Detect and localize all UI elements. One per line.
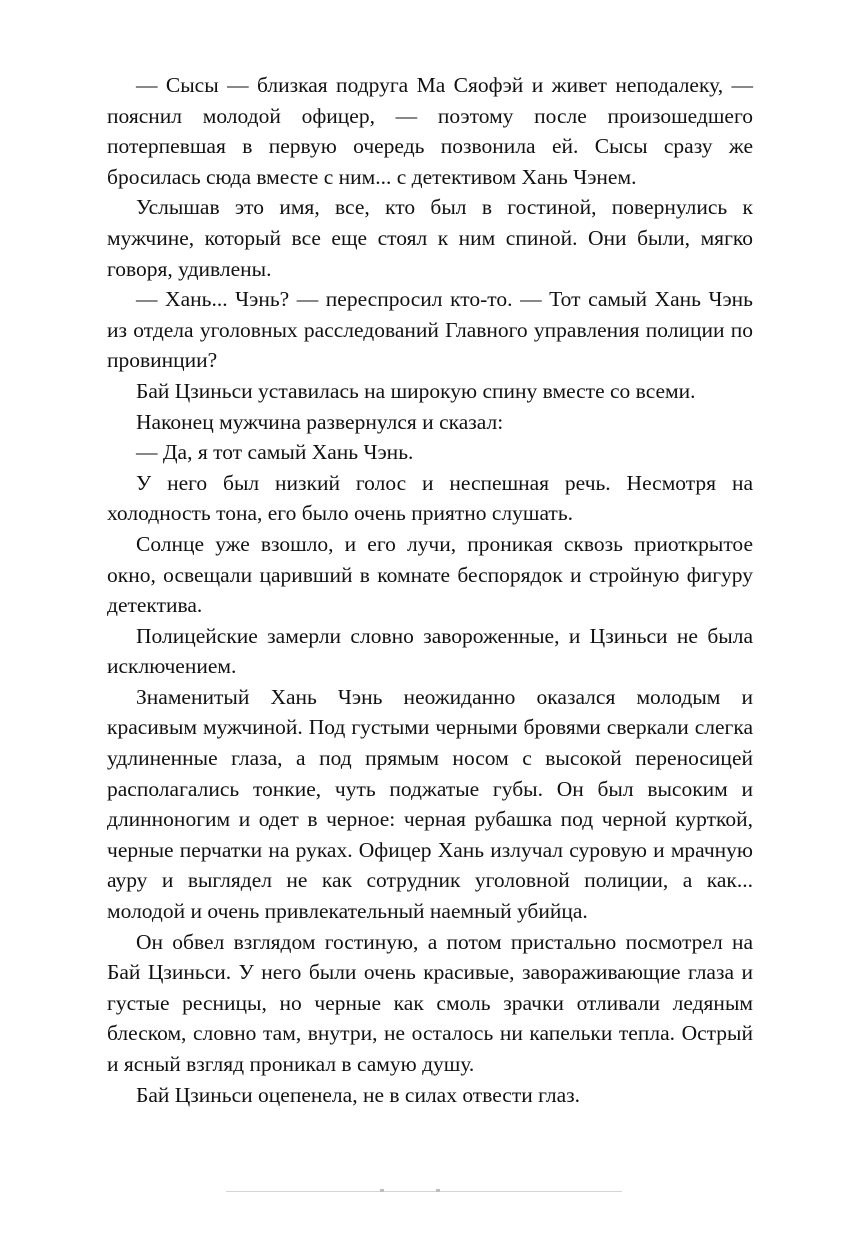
paragraph: Он обвел взглядом гостиную, а потом пристально посмотрел на Бай Цзиньси. У него были очень красивые, завораживающие глаза и густые ресницы, но черные как смоль зрачки отливали ледяным блеском, словно там, внутри, не осталось ни капельки тепла. Острый и ясный взгляд проникал в самую душу. (107, 929, 753, 1076)
paragraph: Бай Цзиньси уставилась на широкую спину вместе со всеми. (136, 378, 696, 403)
paragraph: Наконец мужчина развернулся и сказал: (136, 409, 504, 434)
paragraph: У него был низкий голос и неспешная речь. Несмотря на холодность тона, его было очень приятно слушать. (107, 470, 753, 526)
paragraph: Бай Цзиньси оцепенела, не в силах отвести глаз. (136, 1082, 580, 1107)
footer-rule (226, 1191, 622, 1192)
paragraph: Знаменитый Хань Чэнь неожиданно оказался молодым и красивым мужчиной. Под густыми черными бровями сверкали слегка удлиненные глаза, а под прямым носом с высокой переносицей располагались тонкие, чуть поджатые губы. Он был высоким и длинноногим и одет в черное: черная рубашка под черной курткой, черные перчатки на руках. Офицер Хань излучал суровую и мрачную ауру и выглядел не как сотрудник уголовной полиции, а как... молодой и очень привлекательный наемный убийца. (107, 684, 753, 924)
paragraph: — Хань... Чэнь? — переспросил кто-то. — Тот самый Хань Чэнь из отдела уголовных расследований Главного управления полиции по провинции? (107, 287, 753, 373)
footer-mark (436, 1189, 440, 1192)
paragraph: Солнце уже взошло, и его лучи, проникая сквозь приоткрытое окно, освещали царивший в комнате беспорядок и стройную фигуру детектива. (107, 531, 753, 618)
book-page-text (107, 70, 753, 1110)
paragraph: Услышав это имя, все, кто был в гостиной, повернулись к мужчине, который все еще стоял к ним спиной. Они были, мягко говоря, удивлены. (107, 195, 753, 281)
paragraph: — Сысы — близкая подруга Ма Сяофэй и живет неподалеку, — пояснил молодой офицер, — поэтому после произошедшего потерпевшая в первую очередь позвонила ей. Сысы сразу же бросилась сюда вместе с ним... с детективом Хань Чэнем. (107, 73, 753, 189)
paragraph: — Да, я тот самый Хань Чэнь. (136, 440, 414, 465)
paragraph: Полицейские замерли словно завороженные, и Цзиньси не была исключением. (107, 623, 753, 679)
footer-mark (380, 1189, 384, 1192)
